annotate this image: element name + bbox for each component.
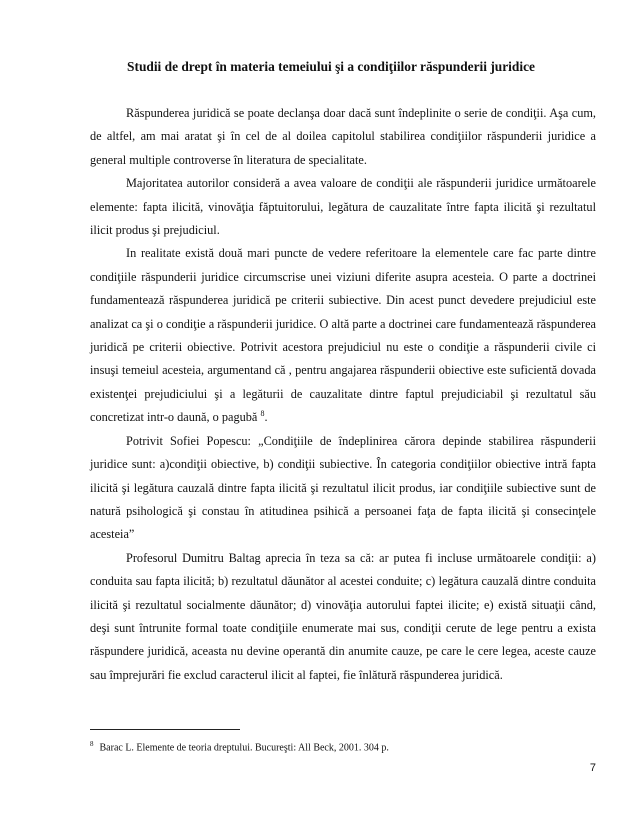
paragraph-5: Profesorul Dumitru Baltag aprecia în teza sa că: ar putea fi incluse următoarele condiţii: a) conduita sau fapta ilicită; b) rezultatul dăunător al acestei conduite; c) legătura cauzală dintre conduita ilicită şi rezultatul socialmente dăunător; d) vinovăţia autorului faptei ilicite; e) există situaţii când, deşi sunt întrunite formal toate condiţiile enumerate mai sus, condiţii cerute de lege pentru a exista răspundere juridică, aceasta nu devine operantă din anumite cauze, pe care le cere legea, aceste cauze sau împrejurări fie exclud caracterul ilicit al faptei, fie înlătură răspunderea juridică. bbox=[90, 550, 596, 682]
paragraph-4: Potrivit Sofiei Popescu: „Condiţiile de îndeplinirea cărora depinde stabilirea răspunderii juridice sunt: a)condiţii obiective, b) condiţii subiective. În categoria condiţiilor obiective intră fapta ilicită şi legătura cauzală dintre fapta ilicită şi rezultatul ilicit produs, iar condiţiile subiective sunt de natură psihologică şi constau în atitudinea psihică a persoanei faţa de fapta ilicită şi consecinţele acesteia” bbox=[90, 433, 596, 542]
paragraph-2: Majoritatea autorilor consideră a avea valoare de condiţii ale răspunderii juridice următoarele elemente: fapta ilicită, vinovăţia făptuitorului, legătura de cauzalitate între fapta ilicită şi rezultatul ilicit produs şi prejudiciul. bbox=[90, 176, 596, 238]
footnote-reference-suffix: . bbox=[264, 410, 268, 425]
footnote-text: Barac L. Elemente de teoria dreptului. Bucureşti: All Beck, 2001. 304 p. bbox=[99, 742, 389, 754]
paragraph-1: Răspunderea juridică se poate declanşa doar dacă sunt îndeplinite o serie de condiţii. Aşa cum, de altfel, am mai aratat şi în cel de al doilea capitolul stabilirea condiţiilor răspunderii juridice a general multiple controverse în literatura de specialitate. bbox=[90, 106, 596, 167]
paragraph-3 bbox=[90, 242, 596, 429]
footnote-reference[interactable]: 8 bbox=[260, 409, 265, 419]
footnote bbox=[90, 737, 596, 755]
paragraph-3-text: In realitate există două mari puncte de vedere referitoare la elementele care fac parte dintre condiţiile răspunderii juridice circumscrise unei viziuni diferite asupra acesteia. O parte a doctrinei fundamentează răspunderea juridică pe criterii subiective. Din acest punct devedere prejudiciul este analizat ca şi o condiţie a răspunderii juridice. O altă parte a doctrinei care fundamentează răspunderea juridică pe criterii obiective. Potrivit acestora prejudiciul nu este o condiţie a răspunderii civile ci insuşi temeiul acesteia, argumentand că , pentru angajarea răspunderii obiective este suficientă dovada existenţei prejudiciului şi a legăturii de cauzalitate dintre faptul prejudiciabil şi rezultatul său concretizat intr-o daună, o pagubă bbox=[90, 246, 596, 425]
document-body bbox=[90, 102, 596, 687]
page-number: 7 bbox=[589, 762, 596, 774]
footnote-number: 8 bbox=[90, 740, 94, 748]
footnote-separator bbox=[90, 729, 240, 730]
document-title: Studii de drept în materia temeiului şi a condiţiilor răspunderii juridice bbox=[127, 59, 535, 74]
